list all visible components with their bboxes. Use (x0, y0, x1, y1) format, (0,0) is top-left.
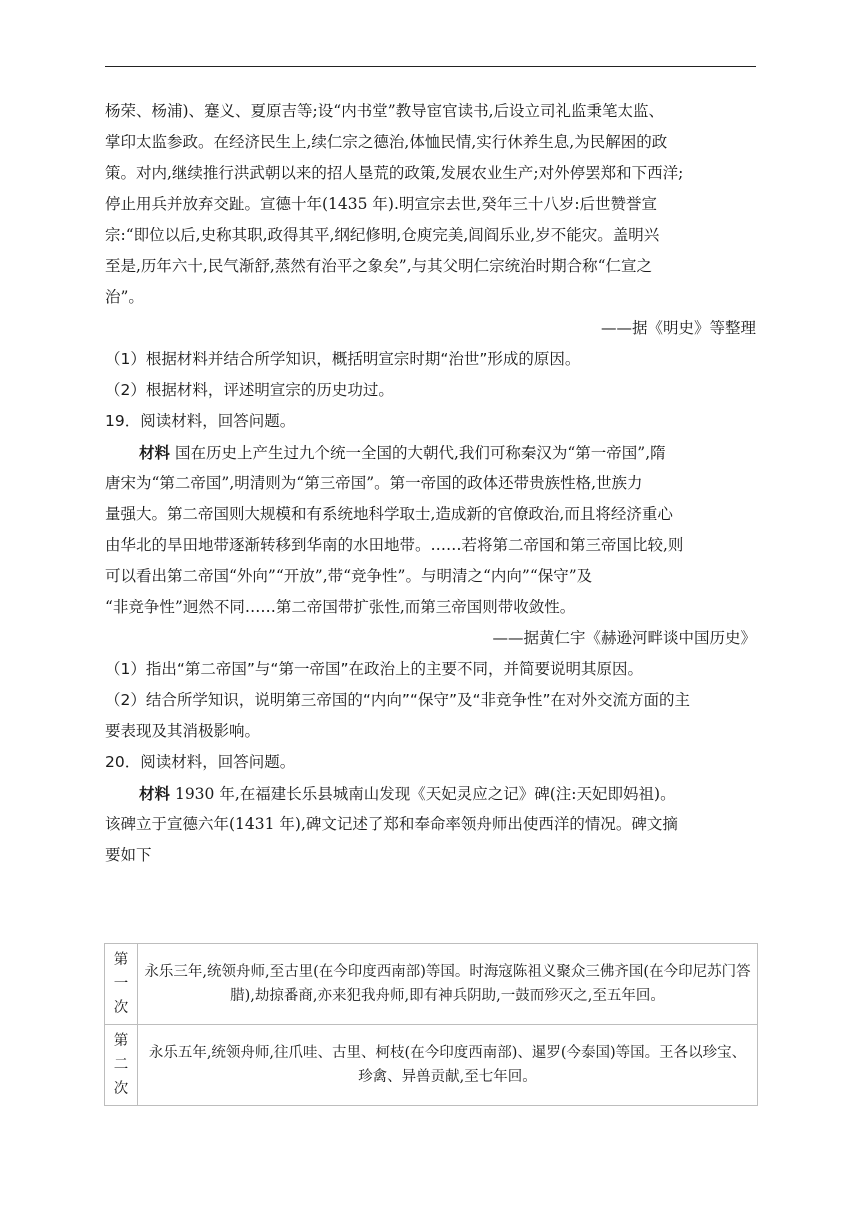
text-line: 由华北的旱田地带逐渐转移到华南的水田地带。……若将第二帝国和第三帝国比较,则 (105, 536, 684, 554)
document-body (105, 96, 756, 871)
text-line: 要如下 (105, 846, 152, 864)
ordinal-char: 二 (113, 1057, 129, 1073)
text-line: 至是,历年六十,民气渐舒,蒸然有治平之象矣”,与其父明仁宗统治时期合称“仁宣之 (105, 257, 653, 275)
text-line: “非竞争性”迥然不同……第二帝国带扩张性,而第三帝国则带收敛性。 (105, 598, 576, 616)
ordinal-char: 次 (113, 1081, 129, 1097)
header-rule (105, 66, 756, 67)
material-label: 材料 (139, 784, 171, 803)
q19-question-2-cont: 要表现及其消极影响。 (105, 722, 261, 740)
q19-question-1: （1）指出“第二帝国”与“第一帝国”在政治上的主要不同，并简要说明其原因。 (105, 660, 643, 678)
q19-heading: 19．阅读材料，回答问题。 (105, 412, 296, 430)
text-line: 可以看出第二帝国“外向”“开放”,带“竞争性”。与明清之“内向”“保守”及 (105, 567, 593, 585)
text-line: 治”。 (105, 288, 144, 306)
text-line: 量强大。第二帝国则大规模和有系统地科学取士,造成新的官僚政治,而且将经济重心 (105, 505, 673, 523)
ordinal-char: 次 (113, 1000, 129, 1016)
voyage-ordinal-cell (105, 944, 138, 1025)
q18-material-tail (105, 96, 756, 313)
q19-material (105, 437, 756, 623)
material-text: 国在历史上产生过九个统一全国的大朝代,我们可称秦汉为“第一帝国”,隋 (174, 444, 666, 462)
q19-question-2: （2）结合所学知识，说明第三帝国的“内向”“保守”及“非竞争性”在对外交流方面的主 (105, 691, 691, 709)
q18-question-1: （1）根据材料并结合所学知识，概括明宣宗时期“治世”形成的原因。 (105, 350, 581, 368)
q19-source-citation: ——据黄仁宇《赫逊河畔谈中国历史》 (492, 629, 756, 647)
q20-material (105, 778, 756, 871)
q20-heading: 20．阅读材料，回答问题。 (105, 753, 296, 771)
text-line: 唐宋为“第二帝国”,明清则为“第三帝国”。第一帝国的政体还带贵族性格,世族力 (105, 474, 643, 492)
q18-question-2: （2）根据材料，评述明宣宗的历史功过。 (105, 381, 394, 399)
material-label: 材料 (139, 443, 171, 462)
ordinal-char: 一 (113, 976, 129, 992)
table-row (105, 944, 758, 1025)
ordinal-char: 第 (113, 952, 129, 968)
text-line: 杨荣、杨浦)、蹇义、夏原吉等;设“内书堂”教导宦官读书,后设立司礼监秉笔太监、 (105, 102, 665, 120)
table-row (105, 1025, 758, 1106)
text-line: 宗:“即位以后,史称其职,政得其平,纲纪修明,仓庾完美,闾阎乐业,岁不能灾。盖明兴 (105, 226, 660, 244)
text-line (105, 778, 756, 809)
text-line: 该碑立于宣德六年(1431 年),碑文记述了郑和奉命率领舟师出使西洋的情况。碑文摘 (105, 815, 678, 833)
ordinal-char: 第 (113, 1033, 129, 1049)
q18-source-citation: ——据《明史》等整理 (600, 319, 756, 337)
text-line: 停止用兵并放弃交趾。宣德十年(1435 年).明宣宗去世,癸年三十八岁:后世赞誉宣 (105, 195, 658, 213)
material-text: 1930 年,在福建长乐县城南山发现《天妃灵应之记》碑(注:天妃即妈祖)。 (174, 785, 676, 803)
voyage-ordinal-cell (105, 1025, 138, 1106)
text-line: 策。对内,继续推行洪武朝以来的招人垦荒的政策,发展农业生产;对外停罢郑和下西洋; (105, 164, 684, 182)
stele-excerpt-table (104, 943, 758, 1106)
text-line (105, 437, 756, 468)
text-line: 掌印太监参政。在经济民生上,续仁宗之德治,体恤民情,实行休养生息,为民解困的政 (105, 133, 668, 151)
voyage-text-cell: 永乐五年,统领舟师,往爪哇、古里、柯枝(在今印度西南部)、暹罗(今泰国)等国。王各以珍宝、珍禽、异兽贡献,至七年回。 (138, 1025, 758, 1106)
voyage-text-cell: 永乐三年,统领舟师,至古里(在今印度西南部)等国。时海寇陈祖义聚众三佛齐国(在今印尼苏门答腊),劫掠番商,亦来犯我舟师,即有神兵阴助,一鼓而殄灭之,至五年回。 (138, 944, 758, 1025)
